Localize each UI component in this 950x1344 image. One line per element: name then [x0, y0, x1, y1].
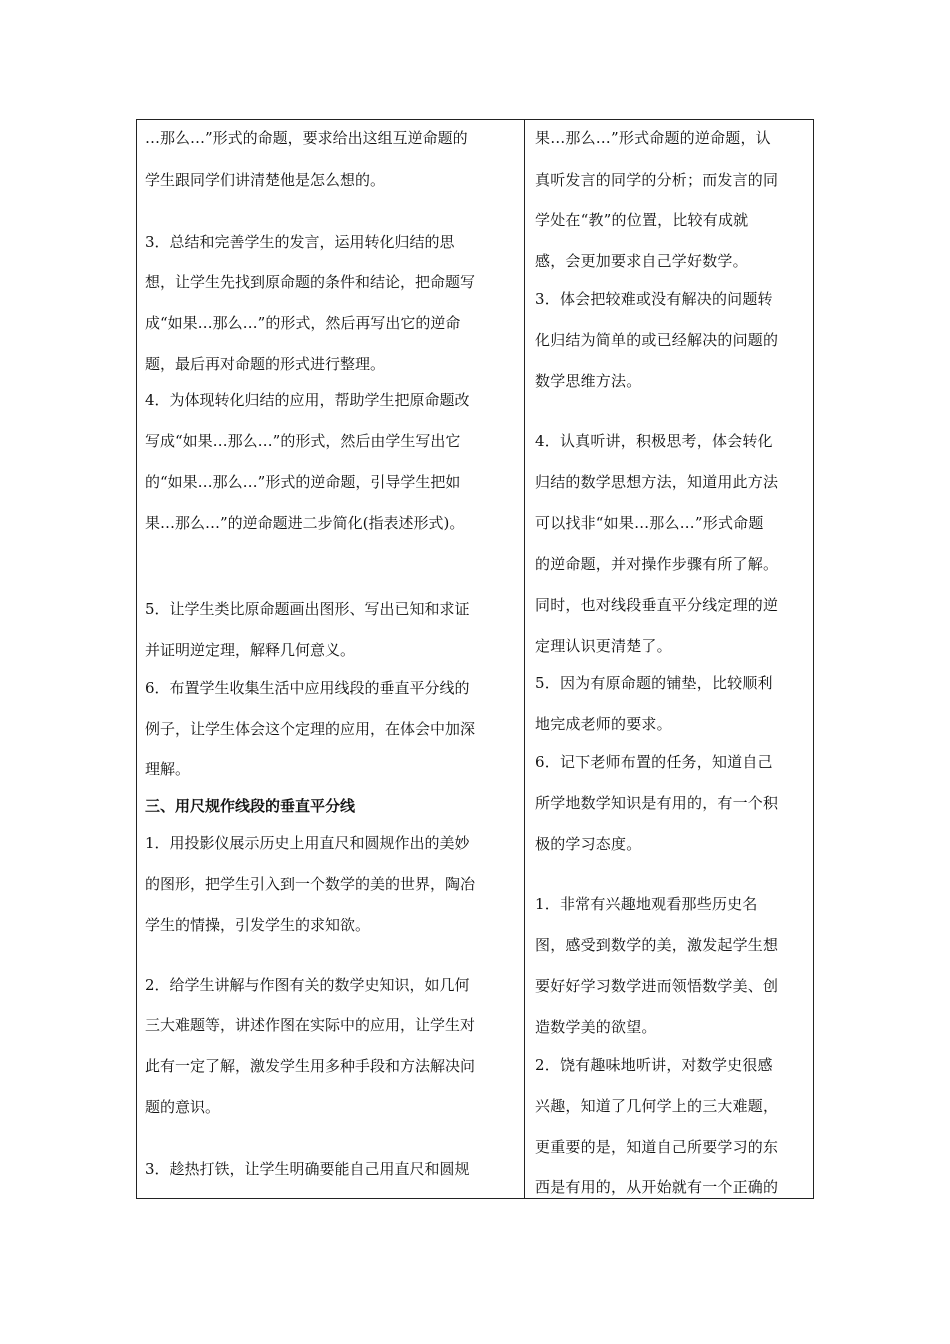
teacher-text-line: 例子，让学生体会这个定理的应用，在体会中加深	[145, 720, 476, 738]
section-heading: 三、用尺规作线段的垂直平分线	[145, 797, 356, 815]
student-text-line: 所学地数学知识是有用的，有一个积	[535, 794, 779, 812]
student-text-line: 兴趣，知道了几何学上的三大难题，	[535, 1097, 779, 1115]
student-text-line: 的逆命题，并对操作步骤有所了解。	[535, 555, 779, 573]
teacher-text-line: 学生的情操，引发学生的求知欲。	[145, 916, 371, 934]
student-text-line: 极的学习态度。	[535, 835, 642, 853]
teacher-text-line: …那么…”形式的命题，要求给出这组互逆命题的	[145, 129, 468, 147]
teacher-text-line: 此有一定了解，激发学生用多种手段和方法解决问	[145, 1057, 476, 1075]
student-text-line: 西是有用的，从开始就有一个正确的	[535, 1178, 779, 1196]
teacher-text-line: 2．给学生讲解与作图有关的数学史知识，如几何	[145, 976, 470, 994]
teacher-text-line: 三大难题等，讲述作图在实际中的应用，让学生对	[145, 1016, 476, 1034]
student-text-line: 更重要的是，知道自己所要学习的东	[535, 1138, 779, 1156]
teacher-text-line: 题，最后再对命题的形式进行整理。	[145, 355, 386, 373]
student-text-line: 同时，也对线段垂直平分线定理的逆	[535, 596, 779, 614]
student-text-line: 6．记下老师布置的任务，知道自己	[535, 753, 773, 771]
student-text-line: 数学思维方法。	[535, 372, 642, 390]
student-text-line: 5．因为有原命题的铺垫，比较顺利	[535, 674, 773, 692]
column-divider	[524, 119, 525, 1199]
teacher-text-line: 果…那么…”的逆命题进二步简化(指表述形式)。	[145, 514, 465, 532]
student-text-line: 可以找非“如果…那么…”形式命题	[535, 514, 764, 532]
student-text-line: 2．饶有趣味地听讲，对数学史很感	[535, 1056, 773, 1074]
teacher-text-line: 理解。	[145, 760, 191, 778]
teacher-text-line: 3．总结和完善学生的发言，运用转化归结的思	[145, 233, 455, 251]
student-text-line: 要好好学习数学进而领悟数学美、创	[535, 977, 779, 995]
teacher-text-line: 题的意识。	[145, 1098, 221, 1116]
student-text-line: 图，感受到数学的美，激发起学生想	[535, 936, 779, 954]
teacher-text-line: 写成“如果…那么…”的形式，然后由学生写出它	[145, 432, 461, 450]
teacher-text-line: 的“如果…那么…”形式的逆命题，引导学生把如	[145, 473, 461, 491]
student-text-line: 果…那么…”形式命题的逆命题，认	[535, 129, 771, 147]
student-text-line: 1．非常有兴趣地观看那些历史名	[535, 895, 758, 913]
student-activity-column	[535, 120, 807, 1198]
student-text-line: 真听发言的同学的分析；而发言的同	[535, 171, 779, 189]
student-text-line: 地完成老师的要求。	[535, 715, 672, 733]
student-text-line: 4．认真听讲，积极思考，体会转化	[535, 432, 773, 450]
teacher-text-line: 成“如果…那么…”的形式，然后再写出它的逆命	[145, 314, 461, 332]
student-text-line: 学处在“教”的位置，比较有成就	[535, 211, 749, 229]
student-text-line: 3．体会把较难或没有解决的问题转	[535, 290, 773, 308]
teacher-text-line: 想，让学生先找到原命题的条件和结论，把命题写	[145, 273, 476, 291]
teacher-text-line: 3．趁热打铁，让学生明确要能自己用直尺和圆规	[145, 1160, 470, 1178]
student-text-line: 感，会更加要求自己学好数学。	[535, 252, 748, 270]
teacher-text-line: 6．布置学生收集生活中应用线段的垂直平分线的	[145, 679, 470, 697]
student-text-line: 归结的数学思想方法，知道用此方法	[535, 473, 779, 491]
student-text-line: 造数学美的欲望。	[535, 1018, 657, 1036]
student-text-line: 化归结为简单的或已经解决的问题的	[535, 331, 779, 349]
teacher-activity-column	[145, 120, 519, 1198]
teacher-text-line: 1．用投影仪展示历史上用直尺和圆规作出的美妙	[145, 834, 470, 852]
student-text-line: 定理认识更清楚了。	[535, 637, 672, 655]
teacher-text-line: 5．让学生类比原命题画出图形、写出已知和求证	[145, 600, 470, 618]
teacher-text-line: 的图形，把学生引入到一个数学的美的世界，陶冶	[145, 875, 476, 893]
teacher-text-line: 4．为体现转化归结的应用，帮助学生把原命题改	[145, 391, 470, 409]
teacher-text-line: 学生跟同学们讲清楚他是怎么想的。	[145, 171, 386, 189]
teacher-text-line: 并证明逆定理，解释几何意义。	[145, 641, 356, 659]
